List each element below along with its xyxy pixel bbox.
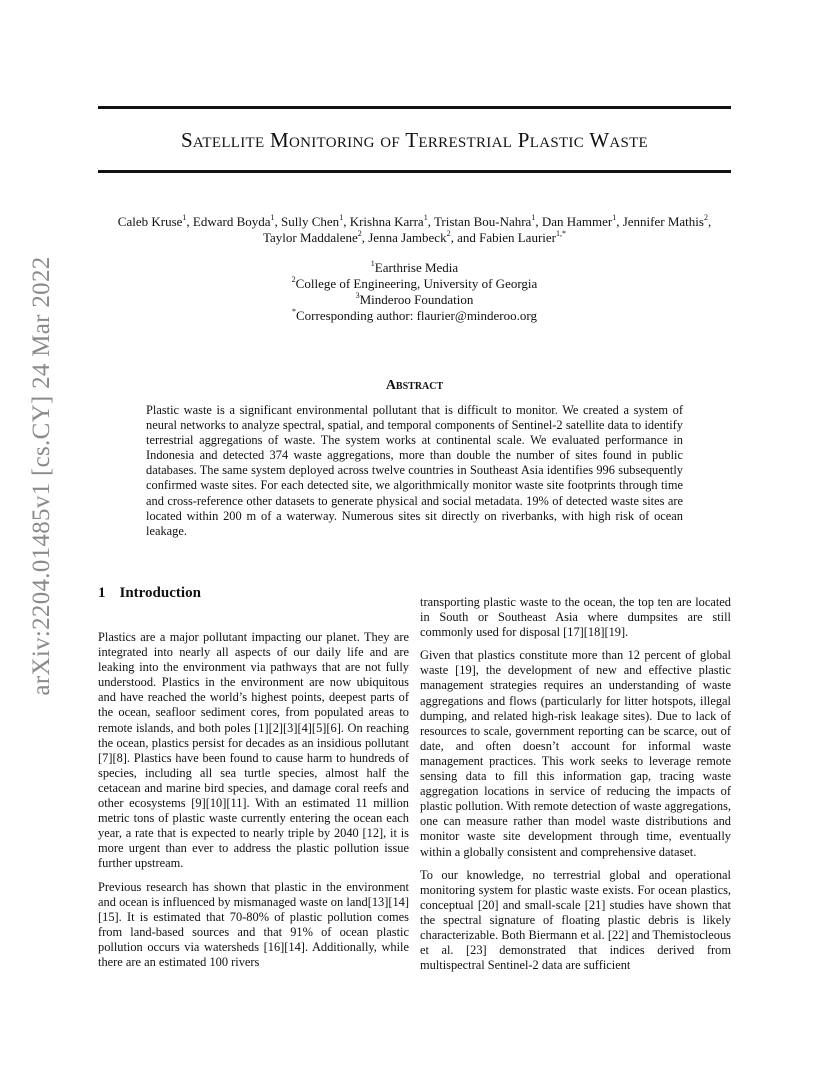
author-affil-mark: 2 (446, 228, 451, 238)
paragraph: transporting plastic waste to the ocean, the top ten are located in South or Southeast Asia where dumpsites are still commonly used for disposal [17][18][19]. (420, 595, 731, 640)
affiliation-line (98, 276, 731, 292)
affiliation-mark: 1 (370, 258, 375, 268)
paragraph: Given that plastics constitute more than 12 percent of global waste [19], the development of new and effective plastic management strategies requires an understanding of waste aggregations and flows (particularly for litter hotspots, illegal dumping, and related high-risk leakage sites). Due to lack of resources to scale, government reporting can be scarce, out of date, and often doesn’t account for informal waste management practices. This work seeks to leverage remote sensing data to fill this information gap, tracing waste aggregation locations in service of reducing the impacts of plastic pollution. With remote detection of waste aggregations, one can measure rather than model waste distributions and monitor waste site development through time, eventually within a globally consistent and comprehensive dataset. (420, 648, 731, 859)
author-affil-mark: 1 (270, 212, 275, 222)
arxiv-identifier-stamp: arXiv:2204.01485v1 [cs.CY] 24 Mar 2022 (28, 256, 55, 696)
left-column (98, 630, 409, 978)
author-name: , Sully Chen (274, 214, 340, 229)
paragraph: To our knowledge, no terrestrial global and operational monitoring system for plastic waste exists. For ocean plastics, conceptual [20] and small-scale [21] studies have shown that the spectral signature of floating plastic debris is likely characterizable. Both Biermann et al. [22] and Themistocleous et al. [23] demonstrated that indices derived from multispectral Sentinel-2 data are sufficient (420, 867, 731, 973)
affiliation-text: Earthrise Media (374, 260, 459, 275)
author-list (98, 214, 731, 246)
paper-title: Satellite Monitoring of Terrestrial Plastic Waste (180, 128, 649, 152)
author-affil-mark: 2 (357, 228, 362, 238)
affiliation-mark: 3 (355, 290, 360, 300)
affiliation-line (98, 260, 731, 276)
author-name: Caleb Kruse (117, 214, 183, 229)
author-affil-mark: 1 (423, 212, 428, 222)
paragraph: Plastics are a major pollutant impacting our planet. They are integrated into nearly all aspects of our daily life and are leaking into the environment via pathways that are not fully understood. Plastics in the environment are now ubiquitous and have reached the world’s highest points, deepest parts of the ocean, seafloor sediment cores, from populated areas to remote islands, and both poles [1][2][3][4][5][6]. On reaching the ocean, plastics persist for decades as an insidious pollutant [7][8]. Plastics have been found to cause harm to hundreds of species, including all sea turtle species, almost half the cetacean and marine bird species, and damage coral reefs and other ecosystems [9][10][11]. With an estimated 11 million metric tons of plastic waste currently entering the ocean each year, a rate that is expected to nearly triple by 2040 [12], it is more urgent than ever to address the plastic pollution issue further upstream. (98, 630, 409, 871)
author-name: , Dan Hammer (535, 214, 613, 229)
author-affil-mark: 1 (339, 212, 344, 222)
author-name: , Jenna Jambeck (361, 230, 447, 245)
paragraph: Previous research has shown that plastic in the environment and ocean is influenced by mismanaged waste on land[13][14][15]. It is estimated that 70-80% of plastic pollution comes from land-based sources and that 91% of ocean plastic pollution occurs via watersheds [16][14]. Additionally, while there are an estimated 100 rivers (98, 879, 409, 969)
title-rule-bottom (98, 170, 731, 173)
author-affil-mark: 1 (531, 212, 536, 222)
author-name: , and Fabien Laurier (450, 230, 556, 245)
affiliation-text: College of Engineering, University of Georgia (295, 276, 538, 291)
section-title: Introduction (119, 585, 201, 601)
abstract-body: Plastic waste is a significant environmental pollutant that is difficult to monitor. We created a system of neural networks to analyze spectral, spatial, and temporal components of Sentinel-2 satellite data to identify terrestrial aggregations of waste. The system works at continental scale. We evaluated performance in Indonesia and detected 374 waste aggregations, more than double the number of sites found in public databases. The same system deployed across twelve countries in Southeast Asia identifies 996 subsequently confirmed waste sites. For each detected site, we algorithmically monitor waste site footprints through time and cross-reference other datasets to generate physical and social metadata. 19% of detected waste sites are located within 200 m of a waterway. Numerous sites sit directly on riverbanks, with high risk of ocean leakage. (146, 403, 683, 538)
author-name: , Krishna Karra (343, 214, 424, 229)
title-rule-top (98, 106, 731, 109)
author-name: , Tristan Bou-Nahra (427, 214, 532, 229)
affiliation-mark: * (292, 306, 296, 316)
abstract-heading: Abstract (385, 378, 444, 393)
affiliation-line (98, 308, 731, 324)
author-separator: , (707, 214, 712, 229)
section-heading-introduction (98, 585, 201, 602)
corresponding-author-email: Corresponding author: flaurier@minderoo.org (296, 308, 537, 323)
author-name: Taylor Maddalene (263, 230, 358, 245)
author-affil-mark: 2 (703, 212, 708, 222)
author-name: , Jennifer Mathis (616, 214, 704, 229)
author-affil-mark: 1 (182, 212, 187, 222)
author-name: , Edward Boyda (186, 214, 271, 229)
author-affil-mark: 1,* (556, 228, 566, 238)
author-affil-mark: 1 (612, 212, 617, 222)
section-number: 1 (98, 585, 106, 601)
affiliation-list (98, 260, 731, 324)
affiliation-mark: 2 (291, 274, 296, 284)
affiliation-text: Minderoo Foundation (359, 292, 474, 307)
affiliation-line (98, 292, 731, 308)
right-column (420, 595, 731, 981)
